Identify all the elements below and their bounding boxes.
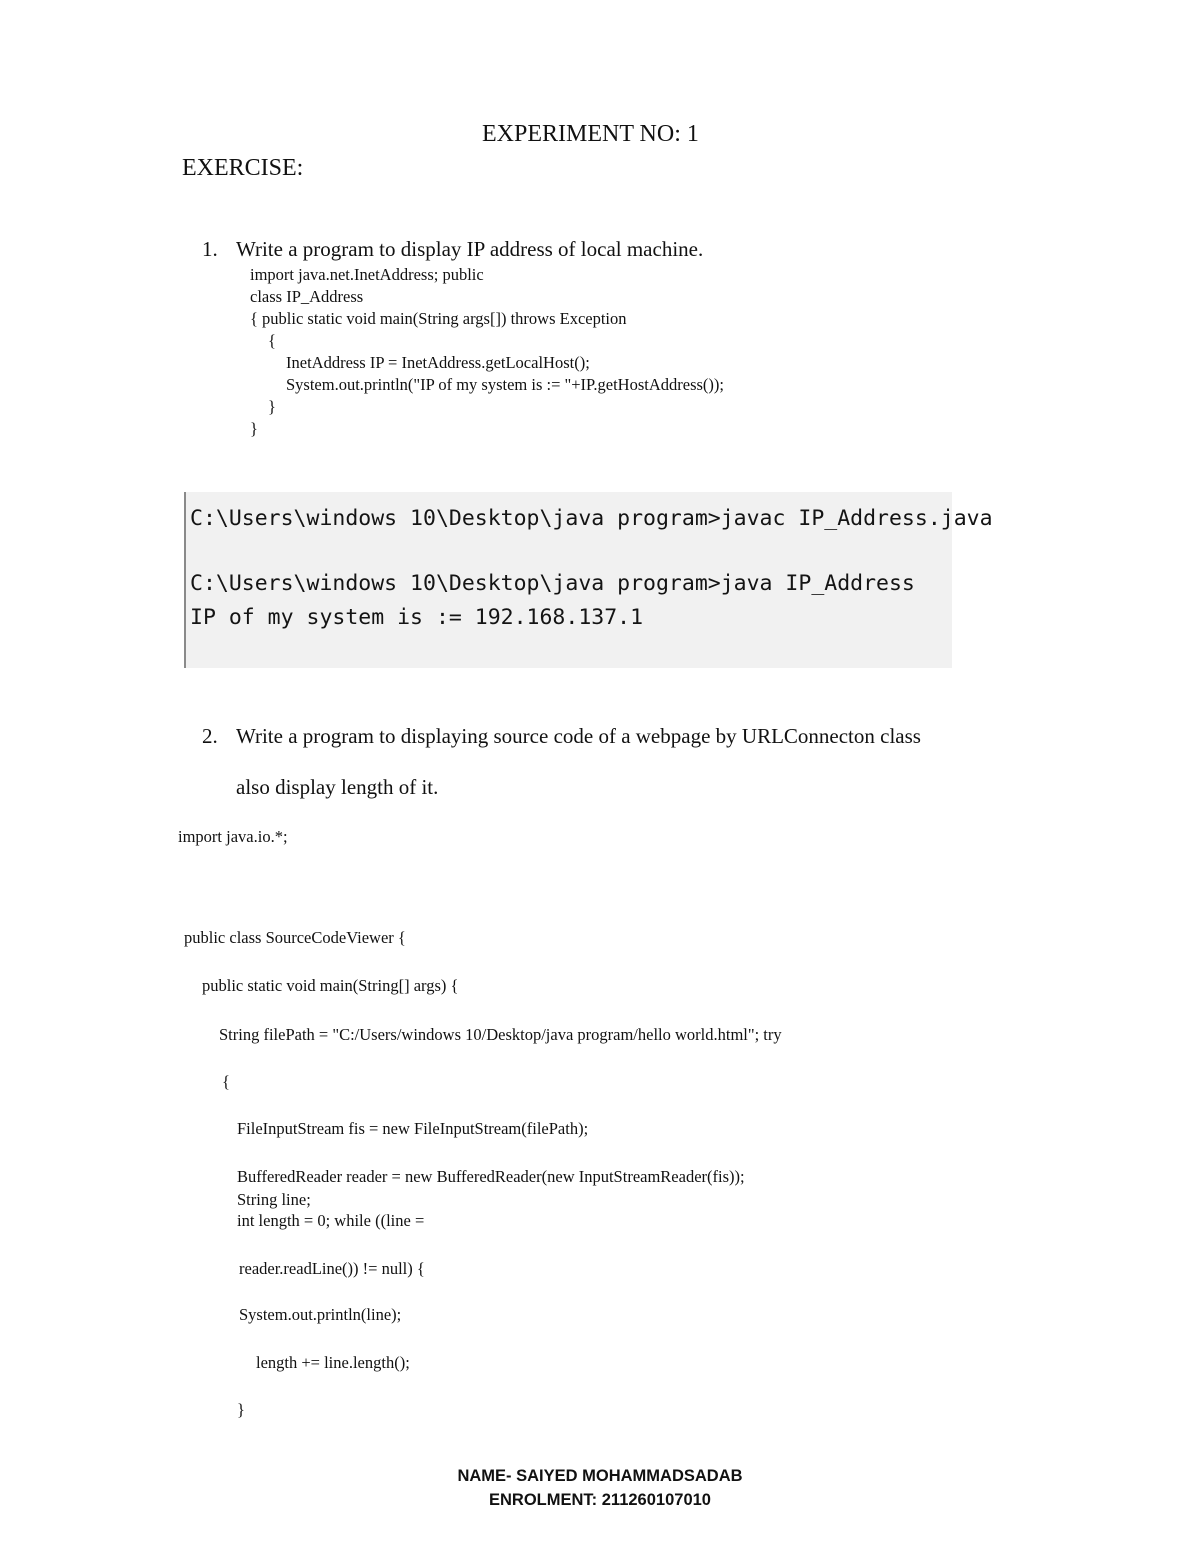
console-line: IP of my system is := 192.168.137.1 (190, 605, 644, 630)
code-line: reader.readLine()) != null) { (239, 1259, 425, 1278)
code-line: class IP_Address (250, 287, 364, 306)
console-line: C:\Users\windows 10\Desktop\java program>java IP_Address (190, 571, 915, 596)
code-line: } (250, 419, 258, 438)
code-line: InetAddress IP = InetAddress.getLocalHost(); (286, 353, 590, 372)
code-line: public static void main(String[] args) { (202, 976, 459, 995)
code-line: FileInputStream fis = new FileInputStream(filePath); (237, 1119, 589, 1138)
q2-text-line1: Write a program to displaying source code of a webpage by URLConnecton class (236, 724, 921, 748)
page-title: EXPERIMENT NO: 1 (482, 121, 699, 147)
q1-text: Write a program to display IP address of local machine. (236, 237, 704, 261)
code-line: System.out.println("IP of my system is := "+IP.getHostAddress()); (286, 375, 724, 394)
code-line: public class SourceCodeViewer { (184, 928, 406, 947)
console-output (184, 492, 993, 668)
code-line: import java.io.*; (178, 827, 288, 846)
code-line: { (268, 331, 276, 350)
code-line: } (237, 1400, 245, 1419)
code-line: System.out.println(line); (239, 1305, 402, 1324)
code-line: String filePath = "C:/Users/windows 10/Desktop/java program/hello world.html"; try (219, 1025, 782, 1044)
q2-text-line2: also display length of it. (236, 775, 439, 799)
code-line: String line; (237, 1190, 311, 1209)
footer-name: NAME- SAIYED MOHAMMADSADAB (457, 1467, 743, 1485)
code-line: } (268, 397, 276, 416)
code-line: { (222, 1072, 230, 1091)
code-line: import java.net.InetAddress; public (250, 265, 484, 284)
footer-enrolment: ENROLMENT: 211260107010 (489, 1491, 711, 1509)
code-line: length += line.length(); (256, 1353, 410, 1372)
code-line: int length = 0; while ((line = (237, 1211, 425, 1230)
console-line: C:\Users\windows 10\Desktop\java program>javac IP_Address.java (190, 506, 993, 531)
q1-number: 1. (202, 237, 218, 261)
q2-number: 2. (202, 724, 218, 748)
code-line: { public static void main(String args[]) throws Exception (250, 309, 627, 328)
code-line: BufferedReader reader = new BufferedReader(new InputStreamReader(fis)); (237, 1167, 745, 1186)
exercise-heading: EXERCISE: (182, 155, 304, 181)
